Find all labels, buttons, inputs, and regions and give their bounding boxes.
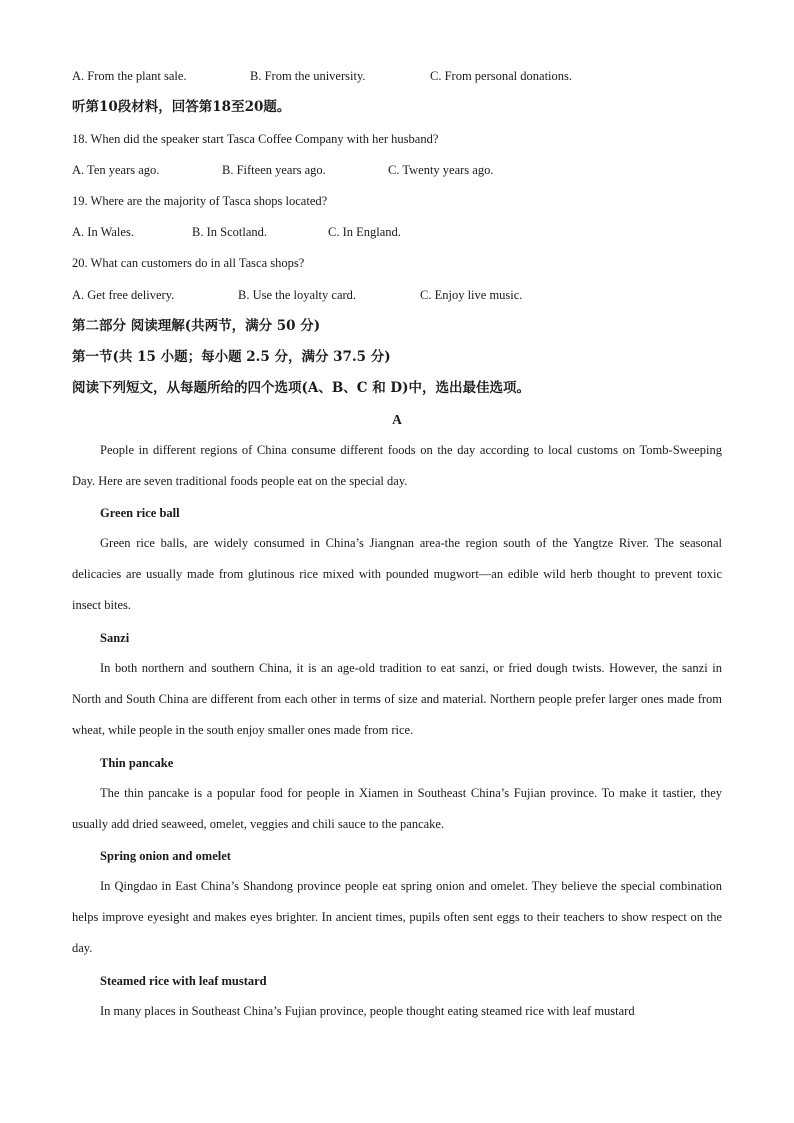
- food-paragraph-green-rice-ball: [72, 528, 722, 622]
- q19-option-a: A. In Wales.: [72, 225, 134, 239]
- q19-option-b: B. In Scotland.: [192, 225, 267, 239]
- passage-letter: A: [392, 412, 402, 427]
- food-paragraph-spring-onion: [72, 871, 722, 965]
- instruction: 阅读下列短文，从每题所给的四个选项(A、B、C 和 D)中，选出最佳选项。: [72, 380, 531, 396]
- food-title-green-rice-ball: Green rice ball: [100, 506, 180, 520]
- food-title-thin-pancake: Thin pancake: [100, 756, 174, 770]
- section10-heading: 听第10段材料，回答第18至20题。: [72, 99, 291, 115]
- food-text-spring-onion: In Qingdao in East China’s Shandong province people eat spring onion and omelet. They believe the special combination helps improve eyesight and makes eyes brighter. In ancient times, pupils often sent eggs to their teachers to show respect on the day.: [72, 879, 722, 956]
- section1-heading: 第一节(共 15 小题；每小题 2.5 分，满分 37.5 分): [72, 349, 391, 365]
- food-title-sanzi: Sanzi: [100, 631, 130, 645]
- food-text-sanzi: In both northern and southern China, it is an age-old tradition to eat sanzi, or fried dough twists. However, the sanzi in North and South China are different from each other in terms of size and material. Northern people prefer larger ones made from wheat, while people in the south enjoy smaller ones made from rice.: [72, 661, 722, 738]
- food-title-spring-onion: Spring onion and omelet: [100, 849, 231, 863]
- food-title-steamed-rice: Steamed rice with leaf mustard: [100, 974, 267, 988]
- q18-question: 18. When did the speaker start Tasca Coffee Company with her husband?: [72, 132, 439, 146]
- q20-option-c: C. Enjoy live music.: [420, 288, 523, 302]
- q20-option-b: B. Use the loyalty card.: [238, 288, 357, 302]
- q20-question: 20. What can customers do in all Tasca shops?: [72, 256, 305, 270]
- q18-option-c: C. Twenty years ago.: [388, 163, 494, 177]
- food-text-steamed-rice: In many places in Southeast China’s Fujian province, people thought eating steamed rice with leaf mustard: [100, 1004, 635, 1018]
- q17-option-c: C. From personal donations.: [430, 69, 573, 83]
- intro-text: People in different regions of China consume different foods on the day according to local customs on Tomb-Sweeping Day. Here are seven traditional foods people eat on the special day.: [72, 443, 722, 489]
- food-text-green-rice-ball: Green rice balls, are widely consumed in China’s Jiangnan area-the region south of the Yangtze River. The seasonal delicacies are usually made from glutinous rice mixed with pounded mugwort—an edible wild herb thought to prevent toxic insect bites.: [72, 536, 722, 613]
- q17-option-a: A. From the plant sale.: [72, 69, 187, 83]
- food-text-thin-pancake: The thin pancake is a popular food for people in Xiamen in Southeast China’s Fujian province. To make it tastier, they usually add dried seaweed, omelet, veggies and chili sauce to the pancake.: [72, 786, 722, 832]
- q17-option-b: B. From the university.: [250, 69, 366, 83]
- food-paragraph-steamed-rice: [72, 996, 722, 1027]
- food-paragraph-thin-pancake: [72, 778, 722, 840]
- q18-option-a: A. Ten years ago.: [72, 163, 160, 177]
- q20-option-a: A. Get free delivery.: [72, 288, 175, 302]
- q19-option-c: C. In England.: [328, 225, 401, 239]
- q19-question: 19. Where are the majority of Tasca shops located?: [72, 194, 328, 208]
- part2-heading: 第二部分 阅读理解(共两节，满分 50 分): [72, 318, 321, 334]
- q18-option-b: B. Fifteen years ago.: [222, 163, 326, 177]
- food-paragraph-sanzi: [72, 653, 722, 747]
- intro-paragraph: [72, 435, 722, 497]
